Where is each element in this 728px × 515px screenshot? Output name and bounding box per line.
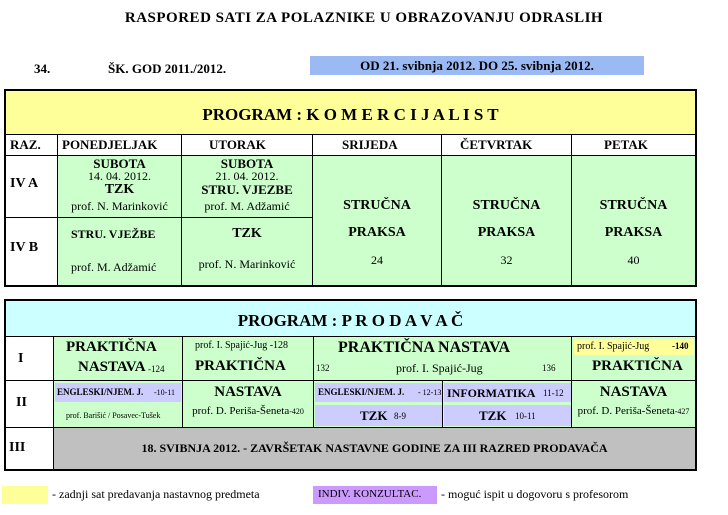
iva-monday-cell: SUBOTA 14. 04. 2012. TZK prof. N. Marinković: [57, 156, 181, 218]
date-range: OD 21. svibnja 2012. DO 25. svibnja 2012.: [310, 56, 644, 75]
col-petak: PETAK: [604, 137, 648, 152]
ii-friday-cell: NASTAVA prof. D. Periša-Šeneta-427: [571, 381, 695, 428]
iva-tuesday-cell: SUBOTA 21. 04. 2012. STRU. VJEZBE prof. M. Adžamić: [181, 156, 312, 218]
row-label-iva: IV A: [6, 156, 57, 218]
wednesday-praksa-cell: STRUČNA PRAKSA 24: [312, 156, 441, 285]
friday-praksa-cell: STRUČNA PRAKSA 40: [571, 156, 695, 285]
school-year: ŠK. GOD 2011./2012.: [108, 61, 227, 76]
col-utorak: UTORAK: [209, 137, 266, 152]
row-label-iii: III: [9, 440, 26, 455]
column-header-row: [6, 135, 695, 156]
row-label-ivb: IV B: [10, 240, 39, 255]
legend-yellow-swatch: [2, 486, 48, 504]
program-komercijalist-title: PROGRAM : K O M E R C I J A L I S T: [6, 91, 695, 135]
thursday-praksa-cell: STRUČNA PRAKSA 32: [441, 156, 571, 285]
row-label-ii: II: [6, 381, 53, 428]
legend-violet-label: INDIV. KONZULTAC.: [318, 488, 422, 500]
program-prodavac-table: [4, 299, 697, 471]
row-label-i: I: [6, 337, 53, 381]
ii-tuesday-cell: NASTAVA prof. D. Periša-Šeneta-420: [182, 381, 313, 428]
schedule-number: 34.: [34, 61, 51, 76]
col-srijeda: SRIJEDA: [342, 137, 398, 152]
i-tuesday-cell: prof. I. Spajić-Jug -128 PRAKTIČNA: [182, 337, 313, 381]
ii-thursday-cell: INFORMATIKA 11-12 TZK 10-11: [442, 381, 571, 428]
program-komercijalist-table: [4, 89, 697, 287]
col-ponedjeljak: PONEDJELJAK: [62, 137, 158, 152]
ii-monday-cell: ENGLESKI/NJEM. J. -10-11 prof. Barišić / Posavec-Tušek: [53, 381, 182, 428]
ivb-monday-cell: STRU. VJEŽBE prof. M. Adžamić: [57, 218, 181, 285]
ii-wednesday-cell: ENGLESKI/NJEM. J. - 12-13 TZK 8-9: [313, 381, 442, 428]
col-raz: RAZ.: [10, 137, 41, 152]
program-prodavac-title: PROGRAM : P R O D A V A Č: [6, 301, 695, 337]
legend-yellow-text: - zadnji sat predavanja nastavnog predmeta: [52, 487, 260, 501]
col-cetvrtak: ČETVRTAK: [460, 137, 533, 152]
ivb-tuesday-cell: TZK prof. N. Marinković: [181, 218, 312, 285]
legend-violet-text: - moguć ispit u dogovoru s profesorom: [441, 487, 629, 501]
page-title: RASPORED SATI ZA POLAZNIKE U OBRAZOVANJU ODRASLIH: [124, 10, 604, 26]
i-friday-cell: prof. I. Spajić-Jug -140 PRAKTIČNA: [571, 337, 695, 381]
i-monday-cell: PRAKTIČNA NASTAVA -124: [53, 337, 182, 381]
i-wed-thu-cell: PRAKTIČNA NASTAVA 132 prof. I. Spajić-Jug 136: [313, 337, 571, 381]
iii-end-of-year-note: 18. SVIBNJA 2012. - ZAVRŠETAK NASTAVNE GODINE ZA III RAZRED PRODAVAČA: [53, 428, 695, 469]
